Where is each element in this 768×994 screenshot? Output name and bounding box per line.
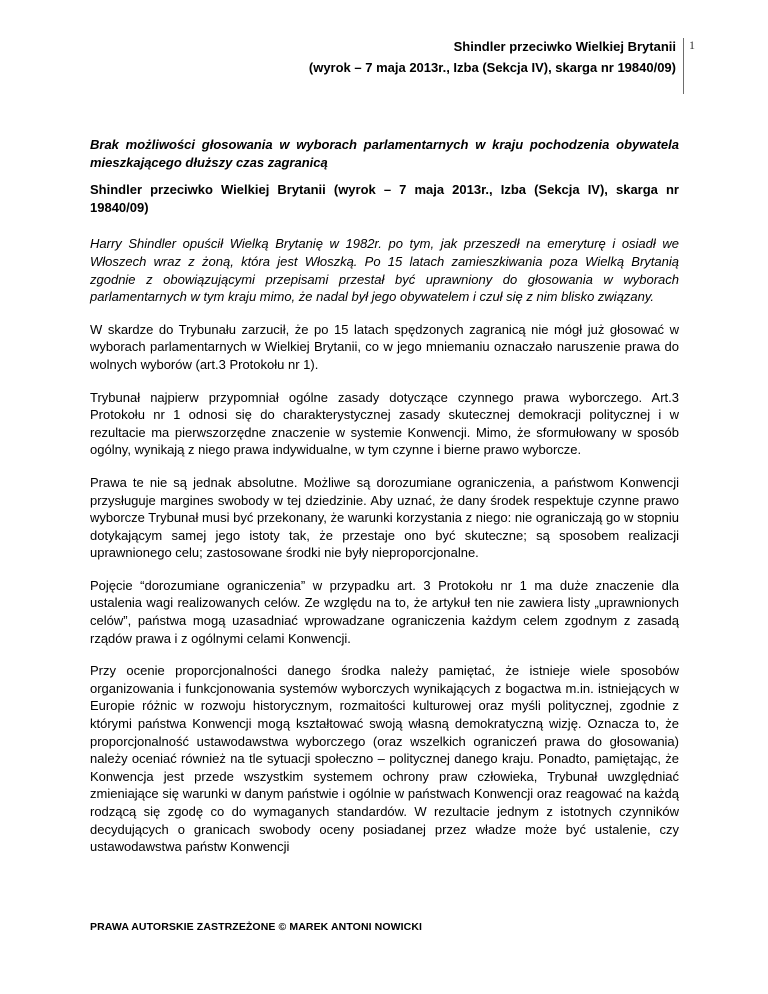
copyright-footer: PRAWA AUTORSKIE ZASTRZEŻONE © MAREK ANTONI NOWICKI bbox=[90, 921, 423, 933]
case-summary: Harry Shindler opuścił Wielką Brytanię w 1982r. po tym, jak przeszedł na emeryturę i osiadł we Włoszech wraz z żoną, która jest Włoszką. Po 15 latach zamieszkiwania poza Wielką Brytanią zgodnie z obowiązującymi przepisami przestał być uprawniony do głosowania w wyborach parlamentarnych w tym kraju mimo, że nadal był jego obywatelem i czuł się z nim blisko związany. bbox=[90, 236, 679, 305]
document-body bbox=[90, 136, 679, 871]
body-paragraph: Prawa te nie są jednak absolutne. Możliwe są dorozumiane ograniczenia, a państwom Konwencji przysługuje margines swobody w tej dziedzinie. Aby uznać, że dany środek respektuje czynne prawo wyborcze Trybunał musi być przekonany, że warunki korzystania z niego: nie ograniczają go w stopniu dotykającym samej jego istoty tak, że przestaje ono być skuteczne; są sposobem realizacji uprawnionego celu; zastosowane środki nie były nieproporcjonalne. bbox=[90, 474, 679, 561]
body-paragraph: Przy ocenie proporcjonalności danego środka należy pamiętać, że istnieje wiele sposobów organizowania i funkcjonowania systemów wyborczych wynikających z bogactwa m.in. istniejących w Europie różnic w rozwoju historycznym, rozmaitości kulturowej oraz myśli politycznej, zgodnie z którymi państwa Konwencji mogą kształtować swoją własną demokratyczną wizję. Oznacza to, że proporcjonalność ustawodawstwa wyborczego (oraz wszelkich ograniczeń prawa do głosowania) należy oceniać również na tle sytuacji społeczno – politycznej danego kraju. Ponadto, pamiętając, że Konwencja jest przede wszystkim systemem ochrony praw człowieka, Trybunał uwzględniać zmieniające się warunki w danym państwie i ogólnie w państwach Konwencji oraz reagować na każdą rodzącą się zgodę co do wymaganych standardów. W rezultacie jednym z istotnych czynników decydujących o granicach swobody oceny posiadanej przez władze może być ustalenie, czy ustawodawstwa państw Konwencji bbox=[90, 663, 679, 855]
page-header bbox=[309, 36, 676, 78]
header-line-1: Shindler przeciwko Wielkiej Brytanii bbox=[453, 39, 676, 54]
body-paragraph: W skardze do Trybunału zarzucił, że po 15 latach spędzonych zagranicą nie mógł już głosować w wyborach parlamentarnych w Wielkiej Brytanii, co w jego mniemaniu oznaczało naruszenie prawa do wolnych wyborów (art.3 Protokołu nr 1). bbox=[90, 321, 679, 372]
header-divider bbox=[683, 38, 684, 94]
case-reference: Shindler przeciwko Wielkiej Brytanii (wyrok – 7 maja 2013r., Izba (Sekcja IV), skarga nr 19840/09) bbox=[90, 182, 679, 215]
header-line-2: (wyrok – 7 maja 2013r., Izba (Sekcja IV), skarga nr 19840/09) bbox=[308, 60, 676, 75]
document-title: Brak możliwości głosowania w wyborach parlamentarnych w kraju pochodzenia obywatela mieszkającego dłuższy czas zagranicą bbox=[90, 137, 679, 170]
page-number: 1 bbox=[689, 38, 695, 52]
body-paragraph: Pojęcie “dorozumiane ograniczenia” w przypadku art. 3 Protokołu nr 1 ma duże znaczenie dla ustalenia wagi realizowanych celów. Ze względu na to, że artykuł ten nie zawiera listy „uprawnionych celów”, państwa mogą uzasadniać wprowadzane ograniczenia każdym celem zgodnym z zasadą rządów prawa i z ogólnymi celami Konwencji. bbox=[90, 577, 679, 646]
body-paragraph: Trybunał najpierw przypomniał ogólne zasady dotyczące czynnego prawa wyborczego. Art.3 Protokołu nr 1 odnosi się do charakterystycznej zasady skutecznej demokracji politycznej i w rezultacie ma pierwszorzędne znaczenie w systemie Konwencji. Mimo, że sformułowany w sposób ogólny, wynikają z niego prawa indywidualne, w tym czynne i bierne prawo wyborcze. bbox=[90, 389, 679, 458]
